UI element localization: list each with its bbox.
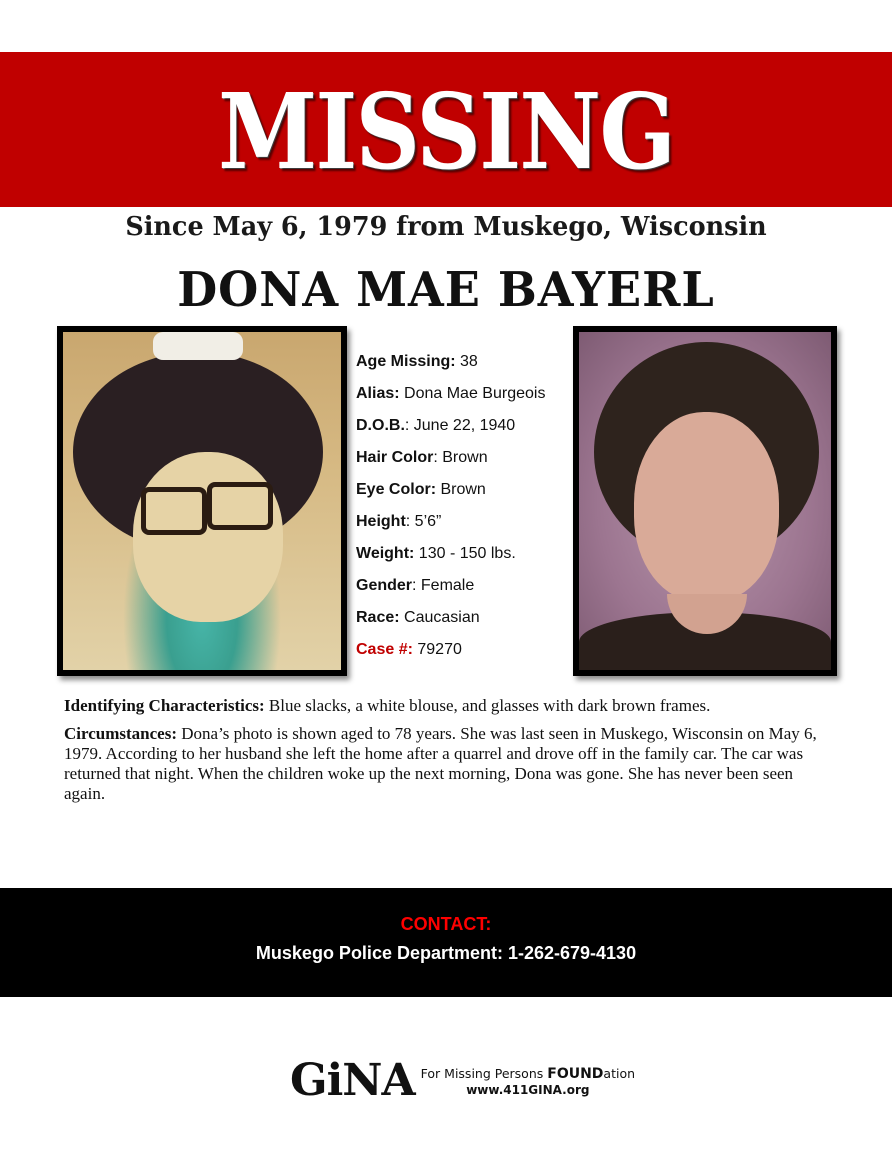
circumstances: Circumstances: Dona’s photo is shown aged to 78 years. She was last seen in Muskego, Wisconsin on May 6, 1979. According to her husband she left the home after a quarrel and drove off in the family car. The car was returned that night. When the children woke up the next morning, Dona was gone. She has never been seen again. [64,724,817,803]
gina-logo [290,1055,636,1106]
missing-since-line: Since May 6, 1979 from Muskego, Wisconsin [125,212,767,242]
detail-gender: Gender: Female [356,577,475,594]
contact-band [0,888,892,997]
detail-weight: Weight: 130 - 150 lbs. [356,545,516,562]
contact-phone-line: Muskego Police Department: 1-262-679-4130 [255,943,637,963]
details-list [356,346,566,666]
detail-case-number: Case #: 79270 [356,641,462,658]
detail-age-missing: Age Missing: 38 [356,353,478,370]
age-progressed-photo-image [579,332,831,670]
detail-dob: D.O.B.: June 22, 1940 [356,417,516,434]
detail-race: Race: Caucasian [356,609,480,626]
gina-logo-mark: GiNA [290,1055,415,1106]
photo-original [57,326,347,676]
detail-eye-color: Eye Color: Brown [356,481,486,498]
gina-tagline: For Missing Persons FOUNDation [420,1065,636,1082]
photo-age-progressed [573,326,837,676]
gina-url: www.411GINA.org [466,1082,590,1097]
detail-hair-color: Hair Color: Brown [356,449,488,466]
missing-banner [0,52,892,207]
detail-alias: Alias: Dona Mae Burgeois [356,385,546,402]
description-section [64,696,836,812]
detail-height: Height: 5’6” [356,513,442,530]
person-name: DONA MAE BAYERL [177,262,715,318]
gina-logo-text [421,1066,635,1097]
identifying-characteristics: Identifying Characteristics: Blue slacks, a white blouse, and glasses with dark brown frames. [64,696,711,715]
original-photo-image [63,332,341,670]
banner-title: MISSING [217,69,674,193]
contact-label: CONTACT: [400,914,492,934]
